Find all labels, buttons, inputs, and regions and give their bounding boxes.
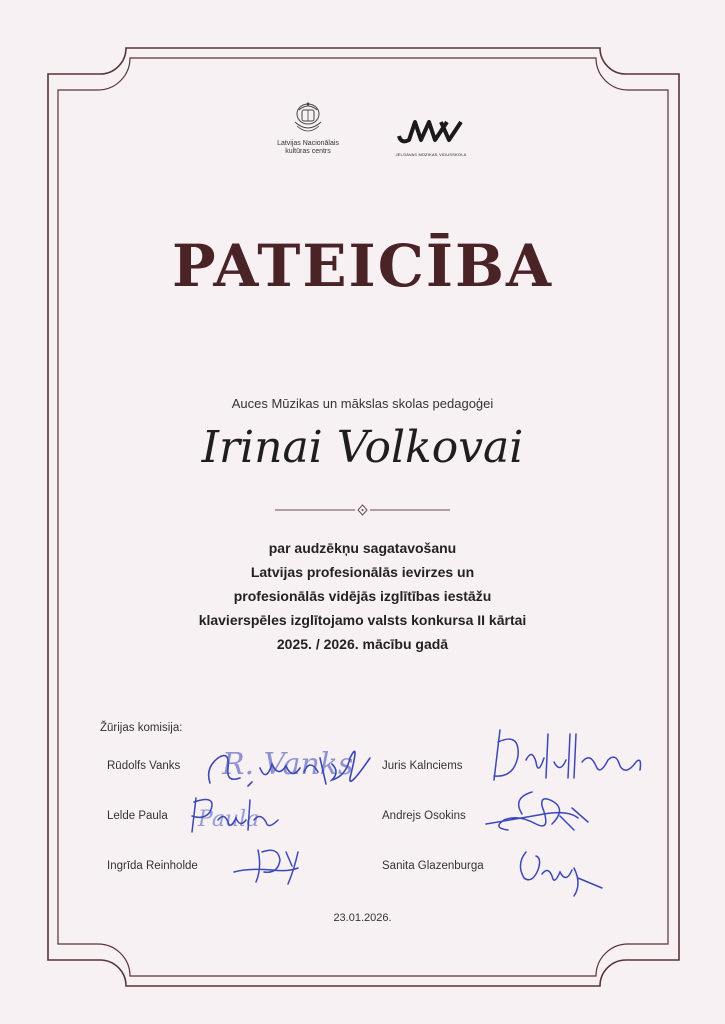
signature-3 <box>178 790 298 840</box>
lnkc-name-line2: kultūras centrs <box>285 148 331 155</box>
issue-date: 23.01.2026. <box>333 912 392 924</box>
signature-1 <box>200 728 390 798</box>
signature-1-text: R. Vanks <box>222 747 354 782</box>
recipient-name: Irinai Volkovai <box>201 422 524 473</box>
signature-2 <box>480 722 650 792</box>
jury-member-1: Rūdolfs Vanks <box>107 760 181 772</box>
signature-4 <box>482 784 602 844</box>
coat-of-arms-icon <box>291 100 325 138</box>
reason-line-1: par audzēkņu sagatavošanu <box>268 540 457 556</box>
jmv-school-name: JELGAVAS MŪZIKAS VIDUSSKOLA <box>395 152 467 157</box>
signature-5 <box>228 838 328 888</box>
reason-line-4: klavierspēles izglītojamo valsts konkursa II kārtai <box>198 612 527 628</box>
signature-3-text: Paula <box>198 807 260 832</box>
award-reason <box>0 536 725 656</box>
signature-6 <box>512 844 612 904</box>
lnkc-logo <box>270 100 346 156</box>
jury-heading: Žūrijas komisija: <box>100 722 183 734</box>
jmv-logo <box>386 118 476 157</box>
recipient-role: Auces Mūzikas un mākslas skolas pedagoģei <box>231 396 494 411</box>
jury-member-6: Sanita Glazenburga <box>382 860 484 872</box>
ornamental-divider <box>275 502 450 518</box>
reason-line-3: profesionālās vidējās izglītības iestāžu <box>233 588 492 604</box>
reason-line-2: Latvijas profesionālās ievirzes un <box>250 564 475 580</box>
jmv-mark-icon <box>391 118 471 146</box>
jury-member-4: Andrejs Osokins <box>382 810 466 822</box>
jury-member-2: Juris Kalnciems <box>382 760 463 772</box>
reason-line-5: 2025. / 2026. mācību gadā <box>276 636 449 652</box>
jury-member-5: Ingrīda Reinholde <box>107 860 198 872</box>
lnkc-name-line1: Latvijas Nacionālais <box>277 140 339 147</box>
certificate-title: PATEICĪBA <box>171 232 554 300</box>
jury-member-3: Lelde Paula <box>107 810 168 822</box>
